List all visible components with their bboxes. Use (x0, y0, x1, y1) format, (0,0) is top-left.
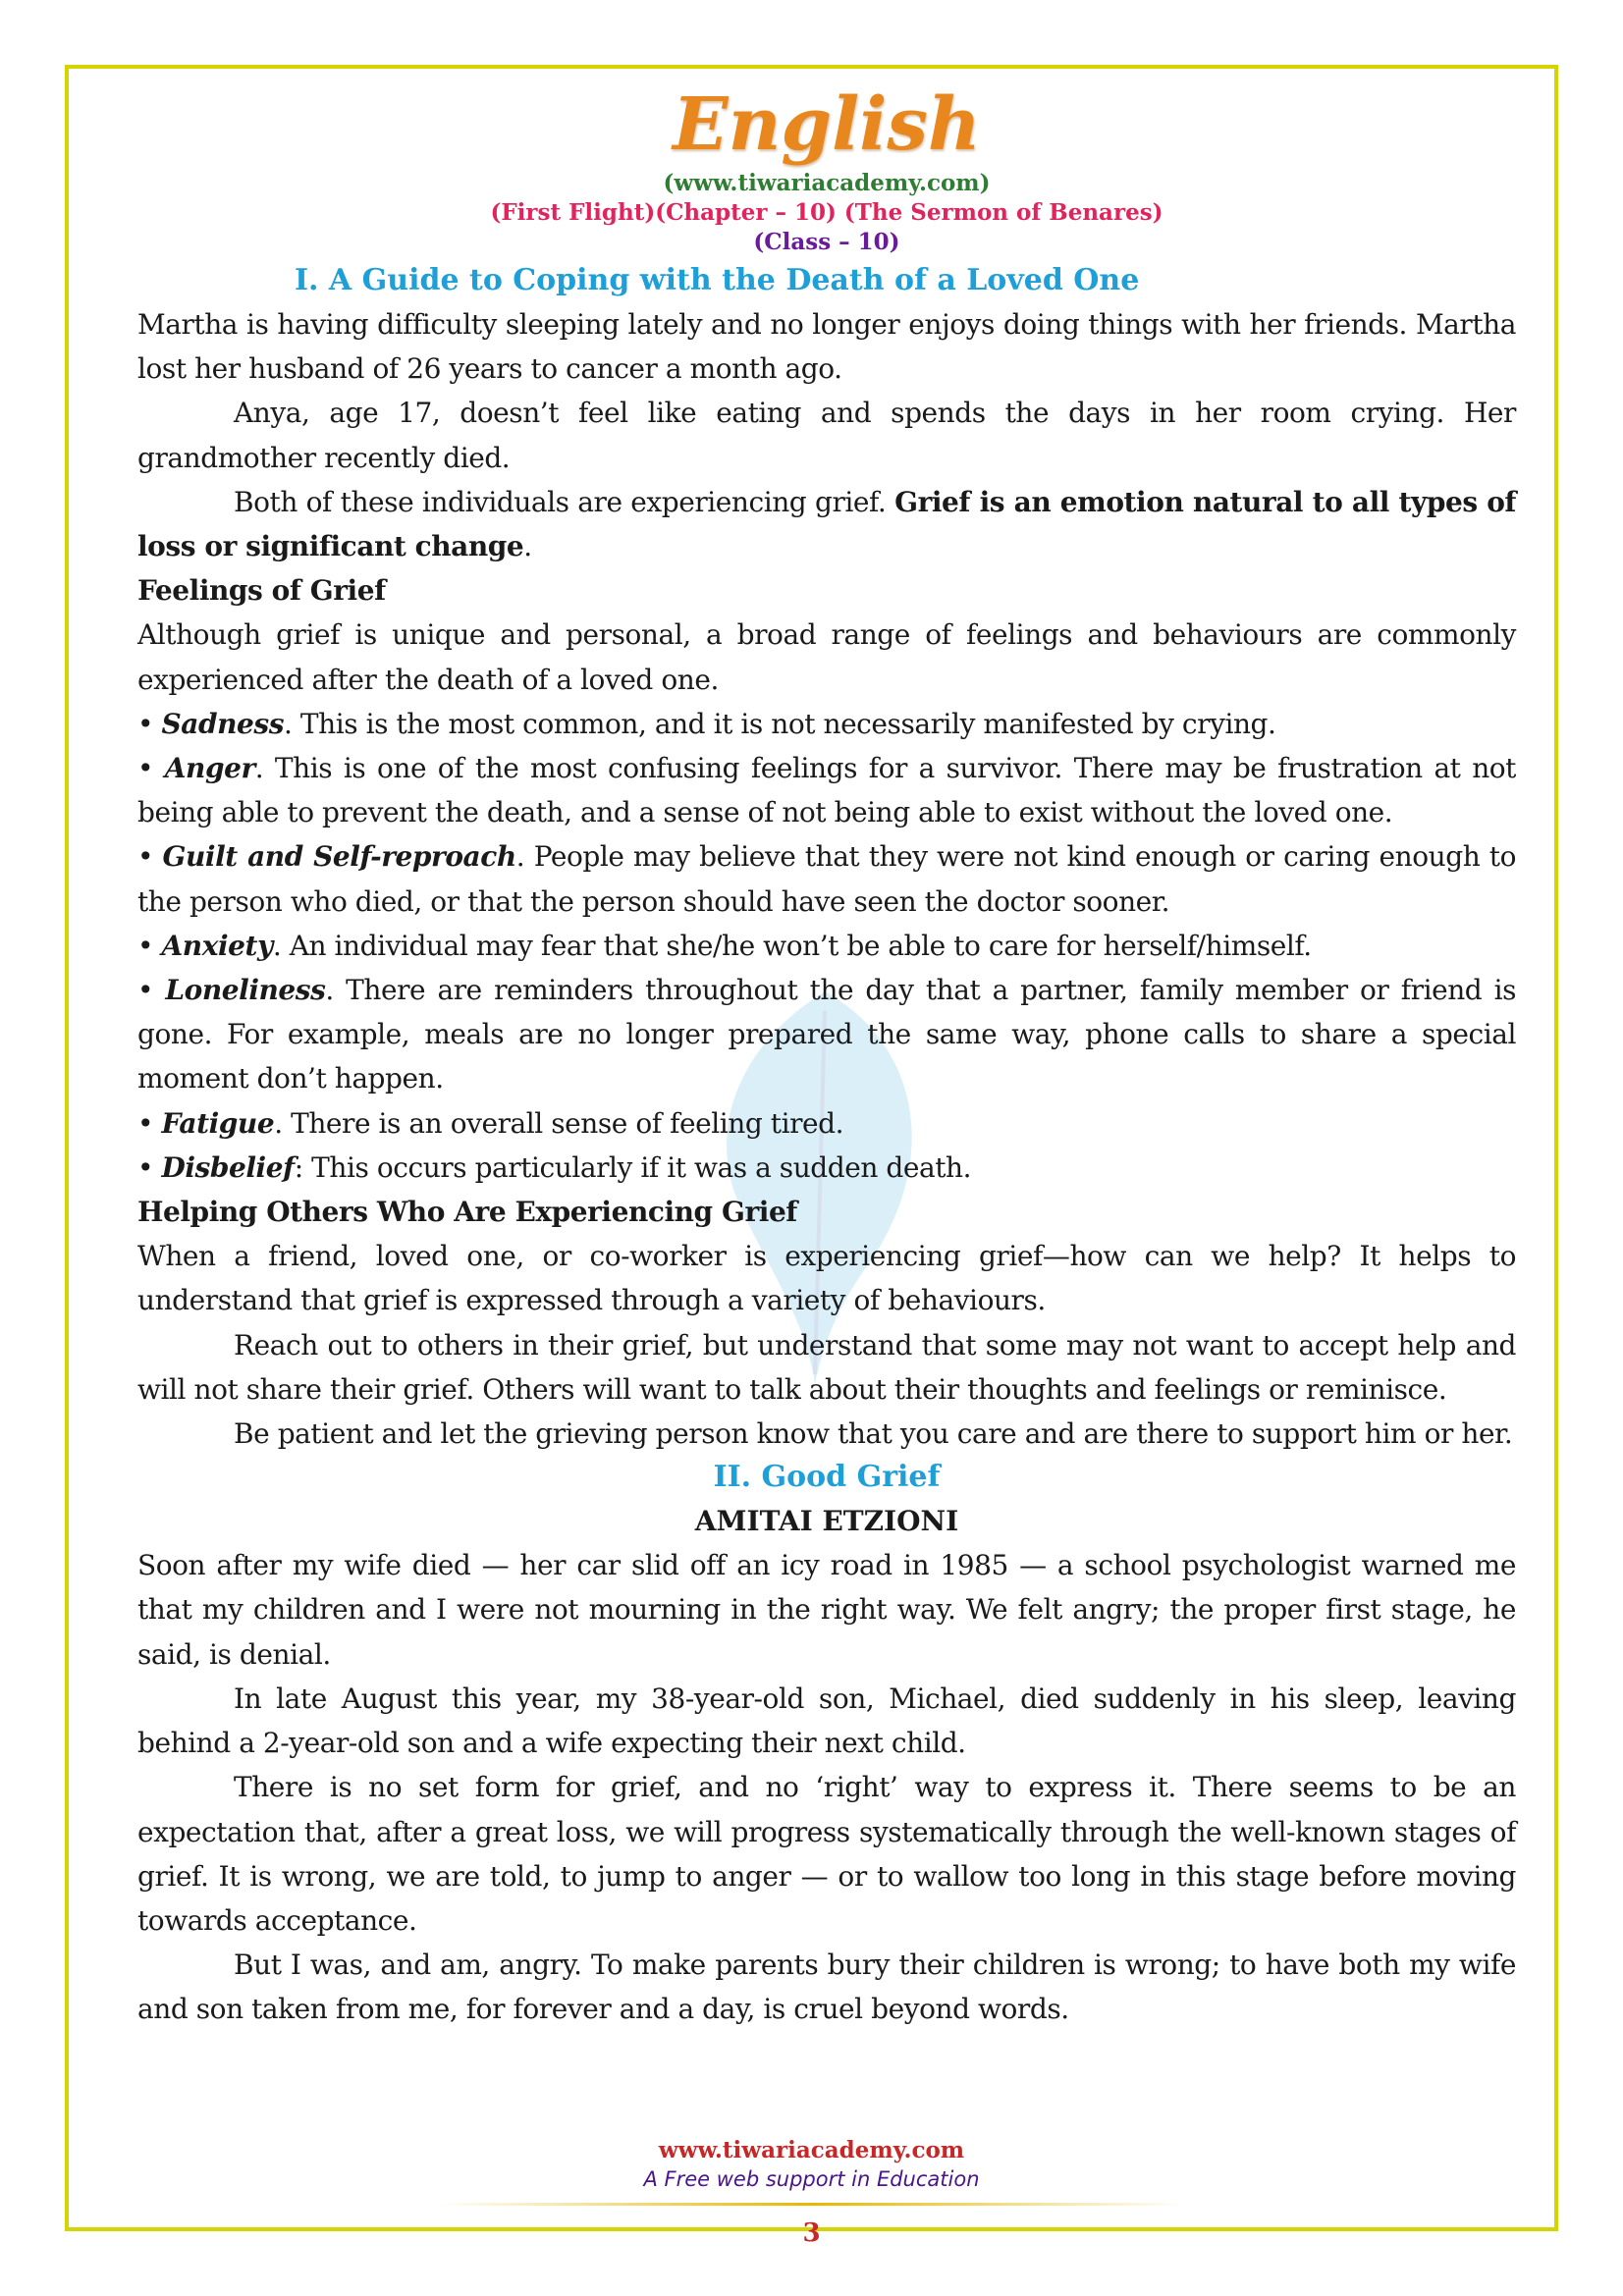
subject-title: English (673, 82, 981, 167)
bullet-item: • Loneliness. There are reminders throughout the day that a partner, family member or friend is gone. For example, meals are no longer prepared the same way, phone calls to share a special moment don’t happen. (137, 974, 1516, 1095)
feelings-heading: Feelings of Grief (137, 574, 386, 608)
section-2-title: II. Good Grief (713, 1460, 941, 1495)
bullet-term: Anxiety (161, 929, 273, 962)
author-name: AMITAI ETZIONI (694, 1505, 959, 1538)
bullet-text: . This is one of the most confusing feelings for a survivor. There may be frustration at not being able to prevent the death, and a sense of not being able to exist without the loved one. (137, 752, 1516, 829)
paragraph: Be patient and let the grieving person know that you care and are there to support him or her. (234, 1417, 1513, 1451)
bullet-text: . This is the most common, and it is not necessarily manifested by crying. (284, 707, 1276, 740)
bullet-term: Sadness (161, 707, 285, 740)
paragraph (137, 480, 1516, 568)
paragraph: When a friend, loved one, or co-worker is experiencing grief—how can we help? It helps to understand that grief is expressed through a variety of behaviours. (137, 1240, 1516, 1317)
chapter-info: (First Flight)(Chapter – 10) (The Sermon of Benares) (490, 199, 1163, 226)
bullet-item: • Disbelief: This occurs particularly if it was a sudden death. (137, 1150, 972, 1184)
paragraph: There is no set form for grief, and no ‘right’ way to express it. There seems to be an expectation that, after a great loss, we will progress systematically through the well-known stages of grief. It is wrong, we are told, to jump to anger — or to wallow too long in this stage before moving towards acceptance. (137, 1771, 1516, 1937)
header-website: (www.tiwariacademy.com) (663, 170, 991, 196)
bullet-term: Disbelief (161, 1150, 295, 1184)
section-1-body (137, 302, 1516, 1456)
paragraph: But I was, and am, angry. To make parents bury their children is wrong; to have both my wife and son taken from me, for forever and a day, is cruel beyond words. (137, 1949, 1516, 2026)
bullet-term: Guilt and Self-reproach (162, 840, 516, 874)
bullet-term: Anger (164, 752, 255, 785)
paragraph: Soon after my wife died — her car slid off an icy road in 1985 — a school psychologist warned me that my children and I were not mourning in the right way. We felt angry; the proper first stage, he said, is denial. (137, 1549, 1516, 1671)
section-1-title: I. A Guide to Coping with the Death of a Loved One (295, 263, 1140, 297)
bullet-item: • Anxiety. An individual may fear that she/he won’t be able to care for herself/himself. (137, 929, 1312, 962)
paragraph-text: Both of these individuals are experiencing grief. (234, 485, 895, 518)
bullet-term: Loneliness (165, 974, 326, 1007)
bullet-text: . There is an overall sense of feeling tired. (274, 1106, 844, 1140)
bullet-item: • Fatigue. There is an overall sense of feeling tired. (137, 1106, 844, 1140)
paragraph: Martha is having difficulty sleeping lately and no longer enjoys doing things with her friends. Martha lost her husband of 26 years to cancer a month ago. (137, 308, 1516, 386)
footer-website-link[interactable]: www.tiwariacademy.com (658, 2137, 965, 2163)
bullet-text: . There are reminders throughout the day that a partner, family member or friend is gone. For example, meals are no longer prepared the same way, phone calls to share a special moment don’t happen. (137, 974, 1516, 1095)
bullet-term: Fatigue (161, 1106, 275, 1140)
bullet-text: . People may believe that they were not kind enough or caring enough to the person who died, or that the person should have seen the doctor sooner. (137, 840, 1516, 918)
paragraph-text: . (523, 530, 532, 563)
class-info: (Class – 10) (753, 229, 900, 255)
footer-tagline: A Free web support in Education (643, 2167, 980, 2191)
paragraph: Although grief is unique and personal, a broad range of feelings and behaviours are commonly experienced after the death of a loved one. (137, 618, 1516, 696)
page-number: 3 (802, 2218, 821, 2248)
page-footer (65, 2136, 1558, 2249)
helping-heading: Helping Others Who Are Experiencing Grief (137, 1196, 797, 1229)
bold-definition: Grief is an emotion natural to all types of loss or significant change (137, 485, 1517, 563)
footer-divider (439, 2203, 1185, 2206)
section-2-body (137, 1543, 1516, 2031)
paragraph: Reach out to others in their grief, but understand that some may not want to accept help and will not share their grief. Others will want to talk about their thoughts and feelings or reminisce. (137, 1328, 1516, 1406)
paragraph: Anya, age 17, doesn’t feel like eating and spends the days in her room crying. Her grandmother recently died. (137, 397, 1516, 474)
bullet-item: • Guilt and Self-reproach. People may believe that they were not kind enough or caring enough to the person who died, or that the person should have seen the doctor sooner. (137, 840, 1516, 918)
bullet-text: . An individual may fear that she/he won’t be able to care for herself/himself. (272, 929, 1312, 962)
bullet-item: • Anger. This is one of the most confusing feelings for a survivor. There may be frustration at not being able to prevent the death, and a sense of not being able to exist without the loved one. (137, 752, 1516, 829)
bullet-text: : This occurs particularly if it was a sudden death. (294, 1150, 972, 1184)
paragraph: In late August this year, my 38-year-old son, Michael, died suddenly in his sleep, leaving behind a 2-year-old son and a wife expecting their next child. (137, 1682, 1516, 1760)
page-content (137, 80, 1516, 2032)
bullet-item: • Sadness. This is the most common, and it is not necessarily manifested by crying. (137, 707, 1276, 740)
